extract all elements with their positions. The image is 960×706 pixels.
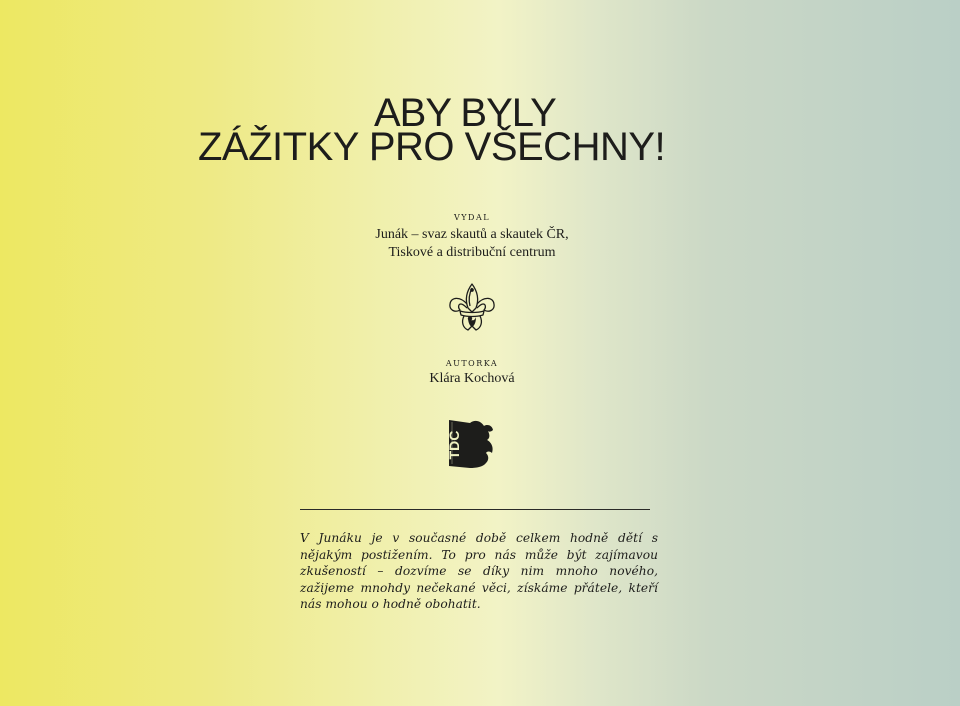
publisher-label: vydal	[453, 210, 491, 223]
tdc-logo-icon	[446, 418, 498, 470]
publisher-line-1: Junák – svaz skautů a skautek ČR,	[375, 227, 569, 242]
scout-lily-emblem-icon	[446, 282, 498, 334]
tdc-logo-text: TDC	[446, 430, 462, 460]
title-line-1: ABY BYLY	[374, 91, 556, 135]
author-name: Klára Kochová	[429, 371, 515, 386]
publisher-line-2: Tiskové a distribuční centrum	[388, 245, 556, 260]
author-label: autorka	[445, 356, 499, 369]
body-paragraph: V Junáku je v současné době celkem hodně dětí s nějakým postižením. To pro nás může být zajímavou zkušeností – dozvíme se díky nim mnoho nového, zažijeme mnohdy nečekané věci, získáme přátele, kteří nás mohou o hodně obohatit.	[300, 531, 658, 611]
divider	[300, 509, 650, 510]
page-title	[0, 0, 960, 200]
publisher-block	[272, 226, 672, 262]
title-line-2: ZÁŽITKY PRO VŠECHNY!	[198, 125, 666, 169]
